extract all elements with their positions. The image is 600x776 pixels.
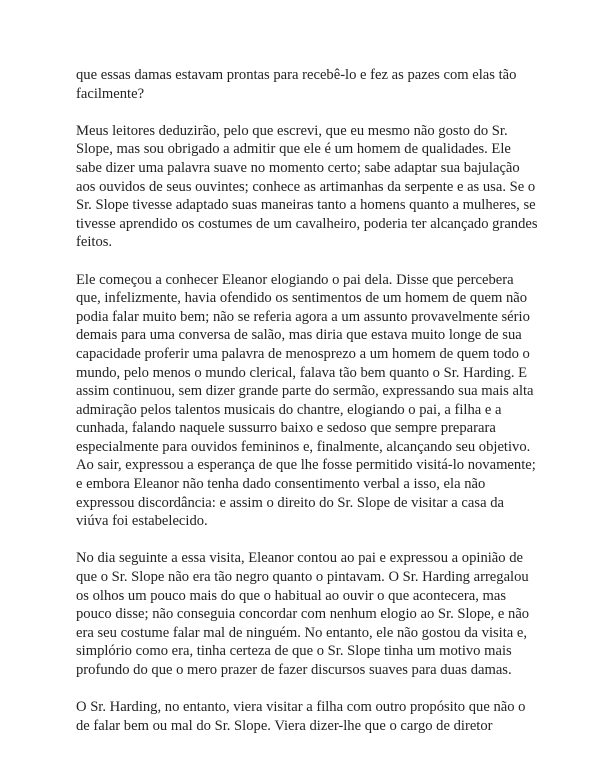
body-text [76, 66, 538, 754]
paragraph-4: No dia seguinte a essa visita, Eleanor contou ao pai e expressou a opinião de que o Sr. Slope não era tão negro quanto o pintavam. O Sr. Harding arregalou os olhos um pouco mais do que o habitual ao ouvir o que acontecera, mas pouco disse; não conseguia concordar com nenhum elogio ao Sr. Slope, e não era seu costume falar mal de ninguém. No entanto, ele não gostou da visita e, simplório como era, tinha certeza de que o Sr. Slope tinha um motivo mais profundo do que o mero prazer de fazer discursos suaves para duas damas. [76, 550, 530, 678]
paragraph-5: O Sr. Harding, no entanto, viera visitar a filha com outro propósito que não o de falar bem ou mal do Sr. Slope. Viera dizer-lhe que o cargo de diretor [76, 699, 526, 734]
paragraph-2: Meus leitores deduzirão, pelo que escrevi, que eu mesmo não gosto do Sr. Slope, mas sou obrigado a admitir que ele é um homem de qualidades. Ele sabe dizer uma palavra suave no momento certo; sabe adaptar sua bajulação aos ouvidos de seus ouvintes; conhece as artimanhas da serpente e as usa. Se o Sr. Slope tivesse adaptado suas maneiras tanto a homens quanto a mulheres, se tivesse aprendido os costumes de um cavalheiro, poderia ter alcançado grandes feitos. [76, 122, 538, 251]
paragraph-3: Ele começou a conhecer Eleanor elogiando o pai dela. Disse que percebera que, infelizmente, havia ofendido os sentimentos de um homem de quem não podia falar muito bem; não se referia agora a um assunto provavelmente sério demais para uma conversa de salão, mas diria que estava muito longe de sua capacidade proferir uma palavra de menosprezo a um homem de quem todo o mundo, pelo menos o mundo clerical, falava tão bem quanto o Sr. Harding. E assim continuou, sem dizer grande parte do sermão, expressando sua mais alta admiração pelos talentos musicais do chantre, elogiando o pai, a filha e a cunhada, falando naquele sussurro baixo e sedoso que sempre preparara especialmente para ouvidos femininos e, finalmente, alcançando seu objetivo. Ao sair, expressou a esperança de que lhe fosse permitido visitá-lo novamente; e embora Eleanor não tenha dado consentimento verbal a isso, ela não expressou discordância: e assim o direito do Sr. Slope de visitar a casa da viúva foi estabelecido. [76, 271, 536, 530]
paragraph-1: que essas damas estavam prontas para recebê-lo e fez as pazes com elas tão facilmente? [76, 67, 517, 102]
